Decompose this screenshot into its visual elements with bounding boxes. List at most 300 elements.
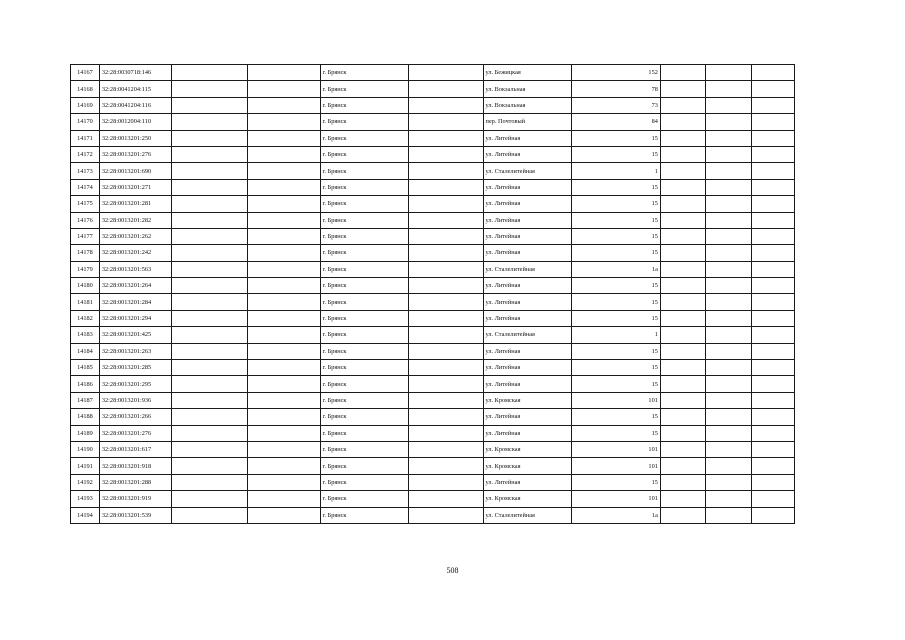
empty-cell bbox=[751, 294, 794, 310]
empty-cell bbox=[660, 360, 705, 376]
empty-cell bbox=[660, 228, 705, 244]
row-number-cell: 14194 bbox=[71, 507, 100, 523]
row-number-cell: 14190 bbox=[71, 441, 100, 457]
empty-cell bbox=[660, 97, 705, 113]
street-cell: ул. Литейная bbox=[483, 360, 572, 376]
empty-cell bbox=[706, 163, 751, 179]
empty-cell bbox=[409, 409, 483, 425]
empty-cell bbox=[248, 360, 320, 376]
empty-cell bbox=[172, 409, 248, 425]
empty-cell bbox=[172, 458, 248, 474]
empty-cell bbox=[172, 360, 248, 376]
empty-cell bbox=[751, 130, 794, 146]
cadastral-number-cell: 32:28:0013201:281 bbox=[99, 196, 171, 212]
street-cell: ул. Литейная bbox=[483, 310, 572, 326]
street-cell: ул. Кромская bbox=[483, 441, 572, 457]
street-cell: ул. Литейная bbox=[483, 343, 572, 359]
empty-cell bbox=[248, 474, 320, 490]
empty-cell bbox=[751, 441, 794, 457]
table-row bbox=[71, 245, 795, 261]
city-cell: г. Брянск bbox=[320, 310, 409, 326]
street-cell: ул. Сталелитейная bbox=[483, 507, 572, 523]
empty-cell bbox=[409, 376, 483, 392]
empty-cell bbox=[172, 278, 248, 294]
empty-cell bbox=[172, 114, 248, 130]
row-number-cell: 14179 bbox=[71, 261, 100, 277]
house-number-cell: 15 bbox=[572, 212, 661, 228]
empty-cell bbox=[660, 81, 705, 97]
empty-cell bbox=[706, 97, 751, 113]
empty-cell bbox=[248, 458, 320, 474]
table-row bbox=[71, 146, 795, 162]
street-cell: ул. Литейная bbox=[483, 196, 572, 212]
street-cell: ул. Литейная bbox=[483, 130, 572, 146]
empty-cell bbox=[751, 261, 794, 277]
empty-cell bbox=[751, 343, 794, 359]
empty-cell bbox=[706, 441, 751, 457]
empty-cell bbox=[751, 507, 794, 523]
cadastral-number-cell: 32:28:0013201:617 bbox=[99, 441, 171, 457]
empty-cell bbox=[660, 212, 705, 228]
empty-cell bbox=[660, 163, 705, 179]
empty-cell bbox=[751, 310, 794, 326]
empty-cell bbox=[706, 245, 751, 261]
empty-cell bbox=[172, 294, 248, 310]
empty-cell bbox=[706, 376, 751, 392]
empty-cell bbox=[409, 278, 483, 294]
empty-cell bbox=[706, 343, 751, 359]
house-number-cell: 15 bbox=[572, 278, 661, 294]
empty-cell bbox=[409, 130, 483, 146]
city-cell: г. Брянск bbox=[320, 491, 409, 507]
row-number-cell: 14175 bbox=[71, 196, 100, 212]
street-cell: ул. Вокзальная bbox=[483, 97, 572, 113]
street-cell: ул. Сталелитейная bbox=[483, 163, 572, 179]
empty-cell bbox=[248, 343, 320, 359]
empty-cell bbox=[248, 97, 320, 113]
city-cell: г. Брянск bbox=[320, 392, 409, 408]
empty-cell bbox=[660, 278, 705, 294]
table-row bbox=[71, 81, 795, 97]
empty-cell bbox=[172, 507, 248, 523]
cadastral-number-cell: 32:28:0013201:288 bbox=[99, 474, 171, 490]
street-cell: ул. Литейная bbox=[483, 294, 572, 310]
house-number-cell: 15 bbox=[572, 228, 661, 244]
empty-cell bbox=[660, 441, 705, 457]
table-row bbox=[71, 310, 795, 326]
house-number-cell: 73 bbox=[572, 97, 661, 113]
street-cell: ул. Литейная bbox=[483, 425, 572, 441]
empty-cell bbox=[409, 507, 483, 523]
table-row bbox=[71, 278, 795, 294]
empty-cell bbox=[706, 278, 751, 294]
cadastral-number-cell: 32:28:0013201:919 bbox=[99, 491, 171, 507]
cadastral-number-cell: 32:28:0013201:936 bbox=[99, 392, 171, 408]
house-number-cell: 101 bbox=[572, 441, 661, 457]
empty-cell bbox=[409, 392, 483, 408]
empty-cell bbox=[172, 146, 248, 162]
empty-cell bbox=[660, 392, 705, 408]
house-number-cell: 15 bbox=[572, 196, 661, 212]
cadastral-number-cell: 32:28:0013201:284 bbox=[99, 294, 171, 310]
city-cell: г. Брянск bbox=[320, 114, 409, 130]
empty-cell bbox=[751, 179, 794, 195]
empty-cell bbox=[409, 245, 483, 261]
city-cell: г. Брянск bbox=[320, 81, 409, 97]
house-number-cell: 1 bbox=[572, 163, 661, 179]
house-number-cell: 15 bbox=[572, 294, 661, 310]
empty-cell bbox=[706, 261, 751, 277]
empty-cell bbox=[248, 294, 320, 310]
city-cell: г. Брянск bbox=[320, 261, 409, 277]
cadastral-number-cell: 32:28:0013201:276 bbox=[99, 425, 171, 441]
empty-cell bbox=[172, 179, 248, 195]
empty-cell bbox=[751, 360, 794, 376]
house-number-cell: 15 bbox=[572, 474, 661, 490]
city-cell: г. Брянск bbox=[320, 163, 409, 179]
city-cell: г. Брянск bbox=[320, 441, 409, 457]
row-number-cell: 14178 bbox=[71, 245, 100, 261]
empty-cell bbox=[660, 409, 705, 425]
empty-cell bbox=[248, 327, 320, 343]
empty-cell bbox=[660, 245, 705, 261]
street-cell: ул. Литейная bbox=[483, 146, 572, 162]
row-number-cell: 14191 bbox=[71, 458, 100, 474]
house-number-cell: 15 bbox=[572, 343, 661, 359]
empty-cell bbox=[409, 196, 483, 212]
empty-cell bbox=[248, 179, 320, 195]
empty-cell bbox=[751, 278, 794, 294]
empty-cell bbox=[248, 310, 320, 326]
row-number-cell: 14171 bbox=[71, 130, 100, 146]
empty-cell bbox=[248, 130, 320, 146]
empty-cell bbox=[172, 196, 248, 212]
house-number-cell: 15 bbox=[572, 360, 661, 376]
empty-cell bbox=[248, 392, 320, 408]
empty-cell bbox=[172, 212, 248, 228]
empty-cell bbox=[409, 146, 483, 162]
city-cell: г. Брянск bbox=[320, 65, 409, 81]
empty-cell bbox=[172, 261, 248, 277]
empty-cell bbox=[248, 212, 320, 228]
table-row bbox=[71, 228, 795, 244]
empty-cell bbox=[248, 65, 320, 81]
empty-cell bbox=[660, 327, 705, 343]
table-row bbox=[71, 343, 795, 359]
house-number-cell: 15 bbox=[572, 425, 661, 441]
city-cell: г. Брянск bbox=[320, 212, 409, 228]
street-cell: ул. Кромская bbox=[483, 458, 572, 474]
empty-cell bbox=[660, 196, 705, 212]
empty-cell bbox=[706, 425, 751, 441]
cadastral-number-cell: 32:28:0013201:276 bbox=[99, 146, 171, 162]
cadastral-number-cell: 32:28:0013201:285 bbox=[99, 360, 171, 376]
empty-cell bbox=[172, 343, 248, 359]
cadastral-number-cell: 32:28:0013201:242 bbox=[99, 245, 171, 261]
empty-cell bbox=[172, 65, 248, 81]
cadastral-number-cell: 32:28:0013201:282 bbox=[99, 212, 171, 228]
row-number-cell: 14185 bbox=[71, 360, 100, 376]
empty-cell bbox=[660, 376, 705, 392]
empty-cell bbox=[409, 360, 483, 376]
street-cell: ул. Литейная bbox=[483, 179, 572, 195]
empty-cell bbox=[172, 327, 248, 343]
empty-cell bbox=[248, 163, 320, 179]
cadastral-number-cell: 32:28:0013201:425 bbox=[99, 327, 171, 343]
empty-cell bbox=[409, 179, 483, 195]
house-number-cell: 101 bbox=[572, 392, 661, 408]
empty-cell bbox=[706, 474, 751, 490]
empty-cell bbox=[248, 425, 320, 441]
empty-cell bbox=[706, 212, 751, 228]
empty-cell bbox=[751, 228, 794, 244]
empty-cell bbox=[706, 458, 751, 474]
empty-cell bbox=[706, 130, 751, 146]
empty-cell bbox=[706, 392, 751, 408]
empty-cell bbox=[172, 376, 248, 392]
table-row bbox=[71, 97, 795, 113]
house-number-cell: 1а bbox=[572, 507, 661, 523]
empty-cell bbox=[751, 458, 794, 474]
empty-cell bbox=[409, 327, 483, 343]
cadastral-number-cell: 32:28:0013201:690 bbox=[99, 163, 171, 179]
empty-cell bbox=[751, 146, 794, 162]
city-cell: г. Брянск bbox=[320, 376, 409, 392]
table-row bbox=[71, 507, 795, 523]
city-cell: г. Брянск bbox=[320, 228, 409, 244]
cadastral-number-cell: 32:28:0013201:294 bbox=[99, 310, 171, 326]
row-number-cell: 14184 bbox=[71, 343, 100, 359]
empty-cell bbox=[706, 114, 751, 130]
street-cell: ул. Литейная bbox=[483, 278, 572, 294]
empty-cell bbox=[706, 65, 751, 81]
registry-body bbox=[71, 65, 795, 524]
city-cell: г. Брянск bbox=[320, 294, 409, 310]
empty-cell bbox=[172, 392, 248, 408]
cadastral-number-cell: 32:28:0030718:146 bbox=[99, 65, 171, 81]
empty-cell bbox=[409, 97, 483, 113]
row-number-cell: 14180 bbox=[71, 278, 100, 294]
empty-cell bbox=[248, 507, 320, 523]
street-cell: ул. Кромская bbox=[483, 491, 572, 507]
empty-cell bbox=[409, 310, 483, 326]
city-cell: г. Брянск bbox=[320, 196, 409, 212]
empty-cell bbox=[248, 376, 320, 392]
empty-cell bbox=[172, 441, 248, 457]
house-number-cell: 101 bbox=[572, 491, 661, 507]
empty-cell bbox=[409, 212, 483, 228]
empty-cell bbox=[172, 97, 248, 113]
empty-cell bbox=[660, 261, 705, 277]
empty-cell bbox=[660, 114, 705, 130]
empty-cell bbox=[409, 114, 483, 130]
street-cell: ул. Бежицкая bbox=[483, 65, 572, 81]
table-row bbox=[71, 409, 795, 425]
empty-cell bbox=[172, 245, 248, 261]
empty-cell bbox=[660, 65, 705, 81]
cadastral-number-cell: 32:28:0041204:116 bbox=[99, 97, 171, 113]
empty-cell bbox=[248, 146, 320, 162]
empty-cell bbox=[706, 146, 751, 162]
empty-cell bbox=[172, 130, 248, 146]
empty-cell bbox=[751, 409, 794, 425]
empty-cell bbox=[706, 327, 751, 343]
empty-cell bbox=[706, 310, 751, 326]
empty-cell bbox=[751, 212, 794, 228]
empty-cell bbox=[751, 474, 794, 490]
cadastral-number-cell: 32:28:0013201:539 bbox=[99, 507, 171, 523]
table-row bbox=[71, 163, 795, 179]
empty-cell bbox=[751, 81, 794, 97]
cadastral-number-cell: 32:28:0013201:295 bbox=[99, 376, 171, 392]
empty-cell bbox=[248, 278, 320, 294]
table-row bbox=[71, 458, 795, 474]
city-cell: г. Брянск bbox=[320, 458, 409, 474]
empty-cell bbox=[706, 507, 751, 523]
cadastral-number-cell: 32:28:0013201:266 bbox=[99, 409, 171, 425]
house-number-cell: 78 bbox=[572, 81, 661, 97]
empty-cell bbox=[706, 196, 751, 212]
empty-cell bbox=[706, 228, 751, 244]
empty-cell bbox=[248, 261, 320, 277]
table-row bbox=[71, 196, 795, 212]
row-number-cell: 14183 bbox=[71, 327, 100, 343]
empty-cell bbox=[409, 163, 483, 179]
house-number-cell: 15 bbox=[572, 179, 661, 195]
empty-cell bbox=[660, 474, 705, 490]
street-cell: ул. Литейная bbox=[483, 474, 572, 490]
row-number-cell: 14186 bbox=[71, 376, 100, 392]
street-cell: ул. Литейная bbox=[483, 409, 572, 425]
empty-cell bbox=[660, 310, 705, 326]
empty-cell bbox=[660, 343, 705, 359]
empty-cell bbox=[706, 491, 751, 507]
row-number-cell: 14177 bbox=[71, 228, 100, 244]
empty-cell bbox=[172, 163, 248, 179]
street-cell: ул. Литейная bbox=[483, 228, 572, 244]
empty-cell bbox=[409, 65, 483, 81]
row-number-cell: 14176 bbox=[71, 212, 100, 228]
empty-cell bbox=[751, 65, 794, 81]
empty-cell bbox=[409, 441, 483, 457]
row-number-cell: 14182 bbox=[71, 310, 100, 326]
empty-cell bbox=[660, 491, 705, 507]
row-number-cell: 14169 bbox=[71, 97, 100, 113]
table-row bbox=[71, 376, 795, 392]
row-number-cell: 14168 bbox=[71, 81, 100, 97]
street-cell: ул. Вокзальная bbox=[483, 81, 572, 97]
house-number-cell: 1 bbox=[572, 327, 661, 343]
table-row bbox=[71, 441, 795, 457]
empty-cell bbox=[751, 491, 794, 507]
row-number-cell: 14167 bbox=[71, 65, 100, 81]
row-number-cell: 14188 bbox=[71, 409, 100, 425]
city-cell: г. Брянск bbox=[320, 343, 409, 359]
cadastral-number-cell: 32:28:0012004:110 bbox=[99, 114, 171, 130]
house-number-cell: 1а bbox=[572, 261, 661, 277]
row-number-cell: 14173 bbox=[71, 163, 100, 179]
empty-cell bbox=[172, 228, 248, 244]
city-cell: г. Брянск bbox=[320, 146, 409, 162]
table-row bbox=[71, 261, 795, 277]
empty-cell bbox=[751, 196, 794, 212]
empty-cell bbox=[706, 179, 751, 195]
cadastral-number-cell: 32:28:0013201:250 bbox=[99, 130, 171, 146]
cadastral-number-cell: 32:28:0013201:271 bbox=[99, 179, 171, 195]
house-number-cell: 15 bbox=[572, 310, 661, 326]
table-row bbox=[71, 114, 795, 130]
table-row bbox=[71, 179, 795, 195]
city-cell: г. Брянск bbox=[320, 409, 409, 425]
empty-cell bbox=[751, 327, 794, 343]
table-row bbox=[71, 294, 795, 310]
city-cell: г. Брянск bbox=[320, 507, 409, 523]
empty-cell bbox=[409, 474, 483, 490]
city-cell: г. Брянск bbox=[320, 97, 409, 113]
cadastral-number-cell: 32:28:0013201:264 bbox=[99, 278, 171, 294]
table-row bbox=[71, 360, 795, 376]
empty-cell bbox=[248, 409, 320, 425]
empty-cell bbox=[660, 130, 705, 146]
house-number-cell: 15 bbox=[572, 146, 661, 162]
cadastral-number-cell: 32:28:0013201:263 bbox=[99, 343, 171, 359]
empty-cell bbox=[706, 294, 751, 310]
empty-cell bbox=[660, 458, 705, 474]
empty-cell bbox=[409, 294, 483, 310]
empty-cell bbox=[706, 409, 751, 425]
city-cell: г. Брянск bbox=[320, 360, 409, 376]
street-cell: ул. Литейная bbox=[483, 212, 572, 228]
table-row bbox=[71, 474, 795, 490]
house-number-cell: 15 bbox=[572, 130, 661, 146]
empty-cell bbox=[409, 425, 483, 441]
row-number-cell: 14192 bbox=[71, 474, 100, 490]
house-number-cell: 15 bbox=[572, 245, 661, 261]
house-number-cell: 15 bbox=[572, 409, 661, 425]
city-cell: г. Брянск bbox=[320, 179, 409, 195]
house-number-cell: 84 bbox=[572, 114, 661, 130]
city-cell: г. Брянск bbox=[320, 278, 409, 294]
empty-cell bbox=[660, 146, 705, 162]
empty-cell bbox=[409, 228, 483, 244]
empty-cell bbox=[409, 343, 483, 359]
empty-cell bbox=[706, 360, 751, 376]
street-cell: ул. Литейная bbox=[483, 376, 572, 392]
empty-cell bbox=[172, 310, 248, 326]
empty-cell bbox=[409, 81, 483, 97]
table-row bbox=[71, 392, 795, 408]
empty-cell bbox=[751, 163, 794, 179]
empty-cell bbox=[248, 441, 320, 457]
empty-cell bbox=[409, 261, 483, 277]
empty-cell bbox=[751, 97, 794, 113]
table-row bbox=[71, 212, 795, 228]
house-number-cell: 15 bbox=[572, 376, 661, 392]
empty-cell bbox=[248, 491, 320, 507]
empty-cell bbox=[248, 81, 320, 97]
empty-cell bbox=[660, 507, 705, 523]
row-number-cell: 14187 bbox=[71, 392, 100, 408]
street-cell: ул. Сталелитейная bbox=[483, 327, 572, 343]
empty-cell bbox=[172, 491, 248, 507]
row-number-cell: 14170 bbox=[71, 114, 100, 130]
empty-cell bbox=[660, 179, 705, 195]
property-registry-table bbox=[70, 64, 795, 524]
cadastral-number-cell: 32:28:0041204:115 bbox=[99, 81, 171, 97]
empty-cell bbox=[409, 491, 483, 507]
empty-cell bbox=[751, 392, 794, 408]
row-number-cell: 14181 bbox=[71, 294, 100, 310]
